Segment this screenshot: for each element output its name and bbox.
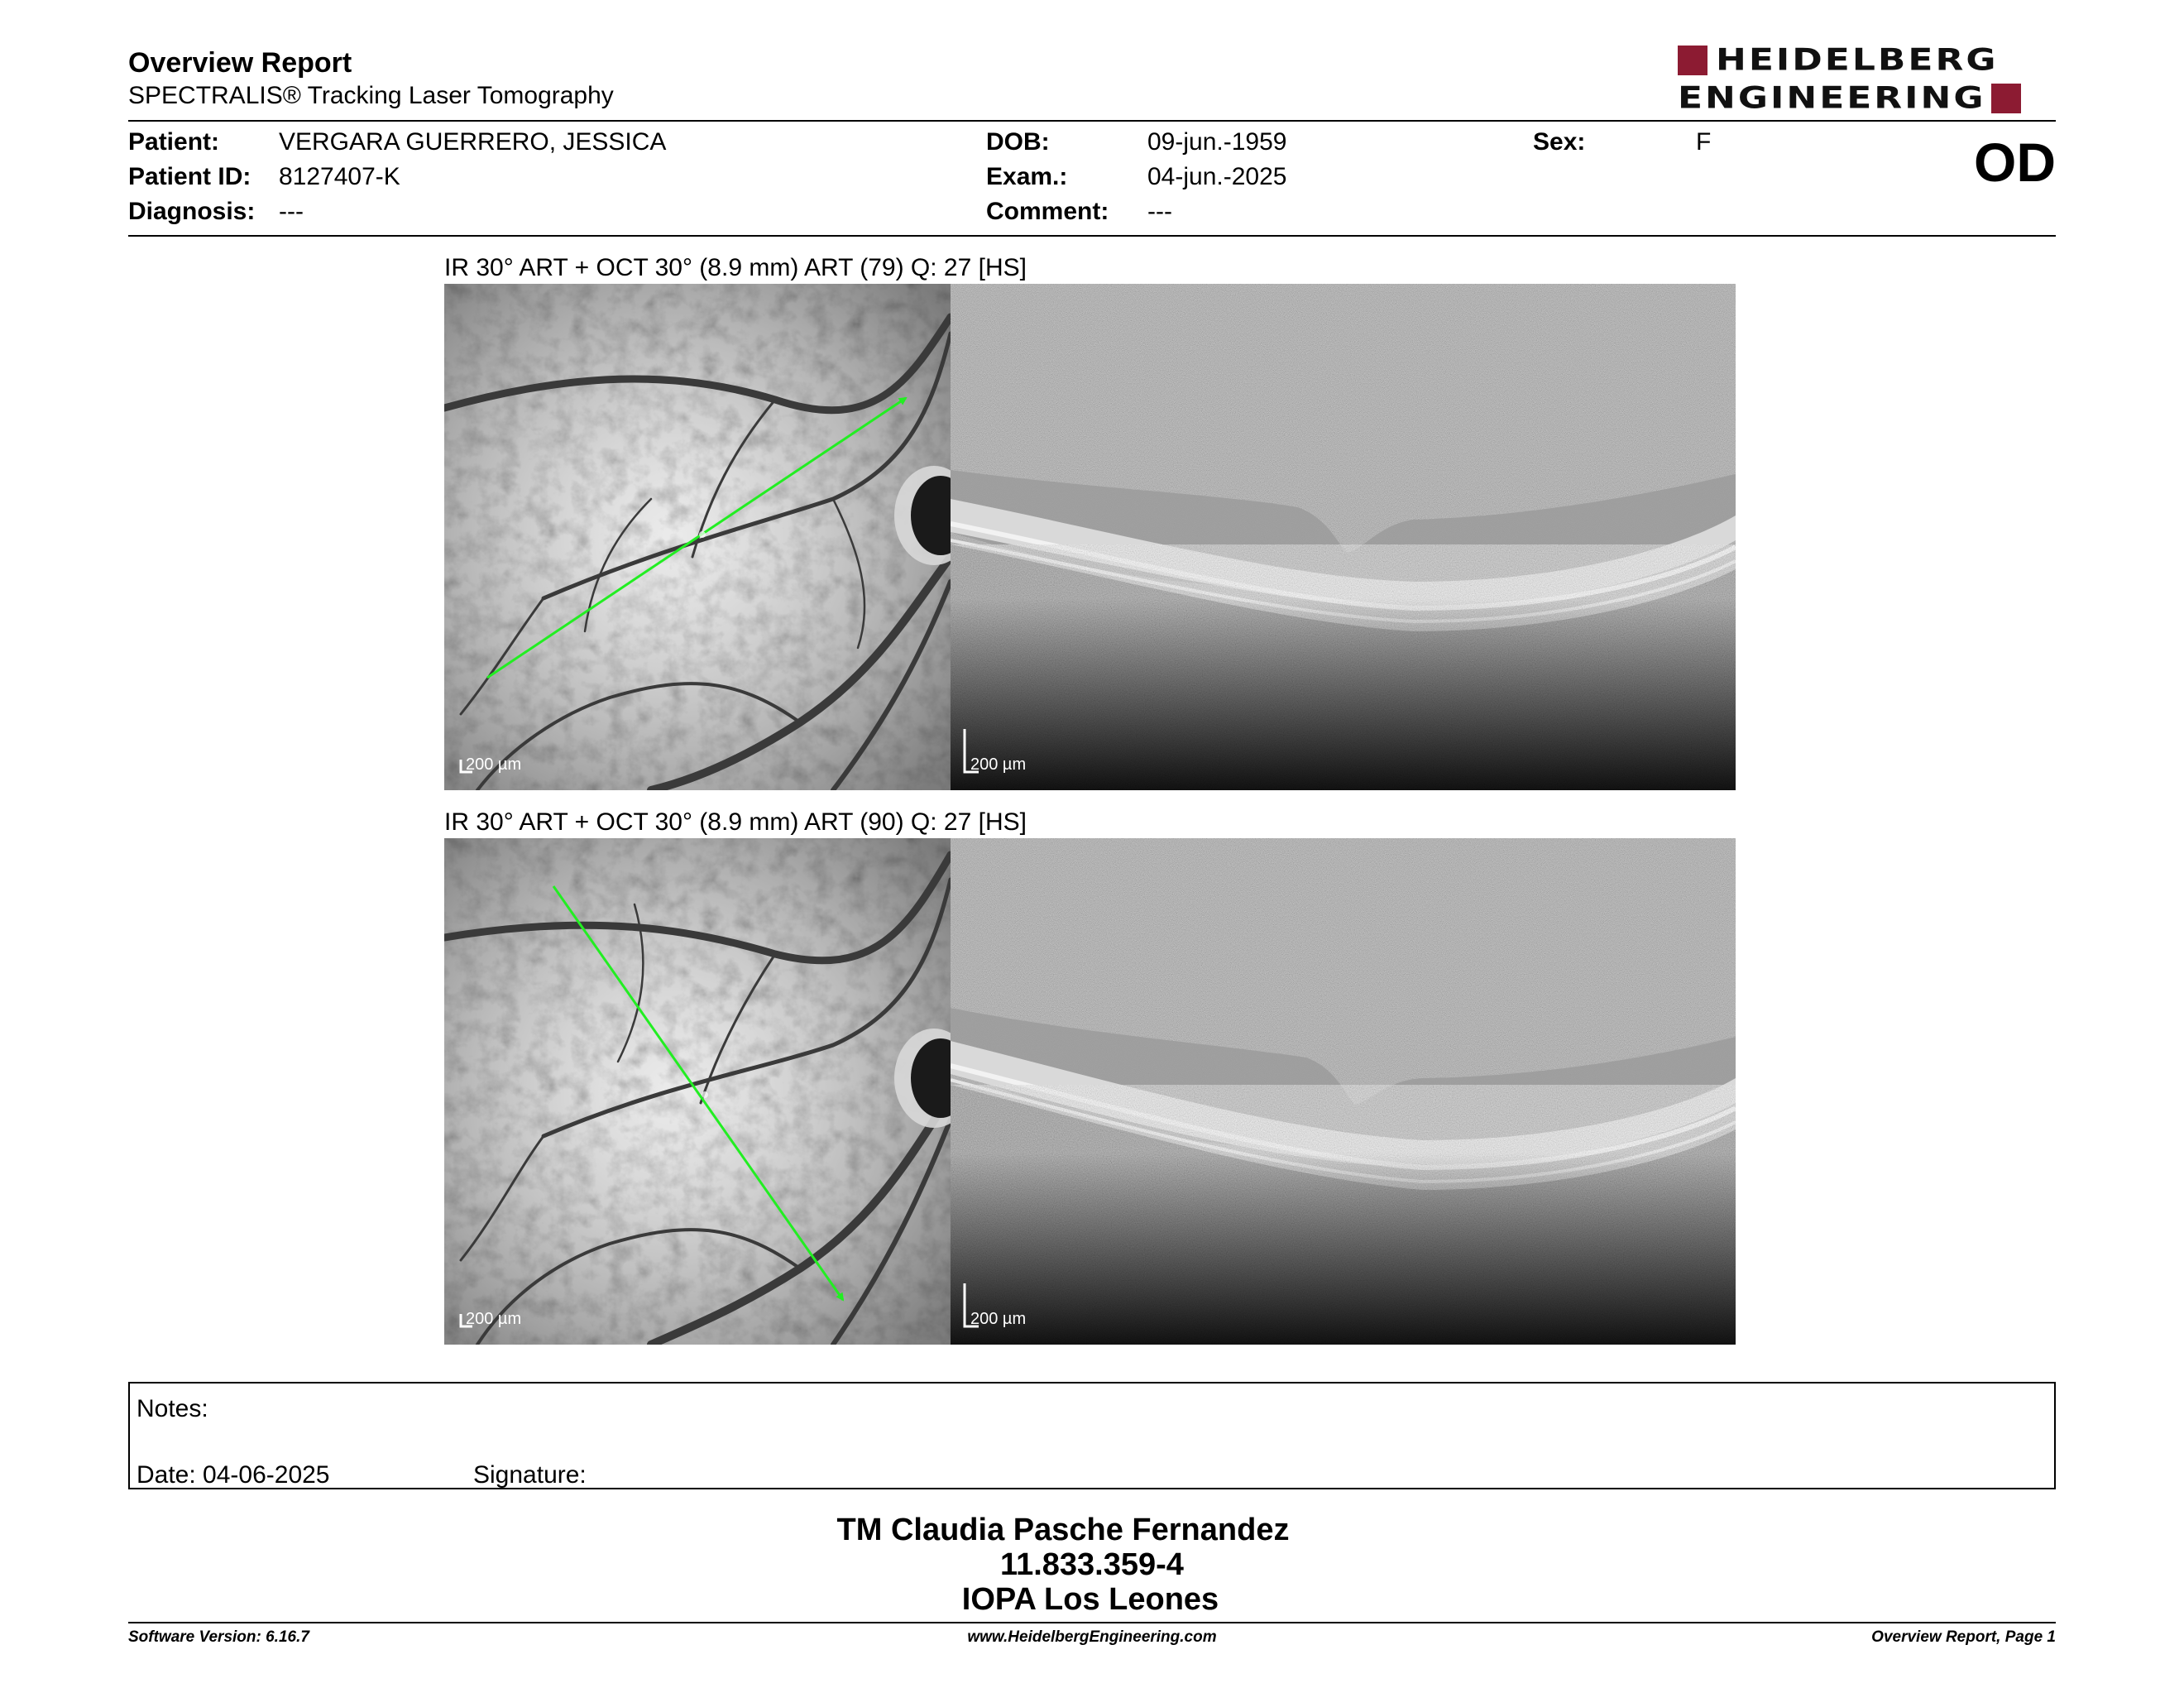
patient-id: 8127407-K [279,163,400,190]
signatory-institution: IOPA Los Leones [961,1582,1219,1617]
oct-bscan-1[interactable] [951,284,1736,790]
fundus-image-1[interactable] [444,284,951,790]
patient-name: VERGARA GUERRERO, JESSICA [279,128,667,156]
signature-label: Signature: [473,1461,587,1489]
comment-value: --- [1147,198,1172,225]
oct-bscan-2[interactable] [951,838,1736,1345]
notes-date: Date: 04-06-2025 [136,1461,330,1489]
report-subtitle: SPECTRALIS® Tracking Laser Tomography [128,82,614,109]
dob-value: 09-jun.-1959 [1147,128,1287,156]
exam-label: Exam.: [986,163,1068,190]
notes-label: Notes: [136,1395,208,1422]
patient-name-label: Patient: [128,128,220,156]
comment-label: Comment: [986,198,1109,225]
heidelberg-logo [1678,42,2057,116]
scan-1-title: IR 30° ART + OCT 30° (8.9 mm) ART (79) Q: 27 [HS] [444,254,1027,281]
diagnosis-value: --- [279,198,304,225]
footer-divider [128,1622,2056,1623]
notes-box [128,1382,2056,1489]
fundus-2-scale-label: 200 µm [466,1310,522,1328]
header-divider [128,120,2056,122]
fundus-1-scale-label: 200 µm [466,755,522,774]
logo-line1: HEIDELBERG [1716,42,1999,78]
report-title: Overview Report [128,47,352,79]
oct-2-scale-label: 200 µm [970,1310,1027,1328]
website-link[interactable]: www.HeidelbergEngineering.com [967,1628,1217,1646]
signatory-name: TM Claudia Pasche Fernandez [836,1513,1290,1547]
sex-label: Sex: [1533,128,1586,156]
patient-id-label: Patient ID: [128,163,251,190]
eye-laterality: OD [1974,132,2056,193]
page-number: Overview Report, Page 1 [1871,1628,2056,1646]
diagnosis-label: Diagnosis: [128,198,256,225]
logo-square-icon [1991,84,2021,113]
exam-value: 04-jun.-2025 [1147,163,1287,190]
software-version: Software Version: 6.16.7 [128,1628,309,1646]
scan-2-title: IR 30° ART + OCT 30° (8.9 mm) ART (90) Q: 27 [HS] [444,808,1027,836]
dob-label: DOB: [986,128,1050,156]
logo-line2: ENGINEERING [1678,80,1986,116]
signatory-rut: 11.833.359-4 [1000,1547,1184,1582]
logo-square-icon [1678,46,1707,75]
sex-value: F [1696,128,1712,156]
oct-1-scale-label: 200 µm [970,755,1027,774]
fundus-image-2[interactable] [444,838,951,1345]
patient-divider [128,235,2056,237]
